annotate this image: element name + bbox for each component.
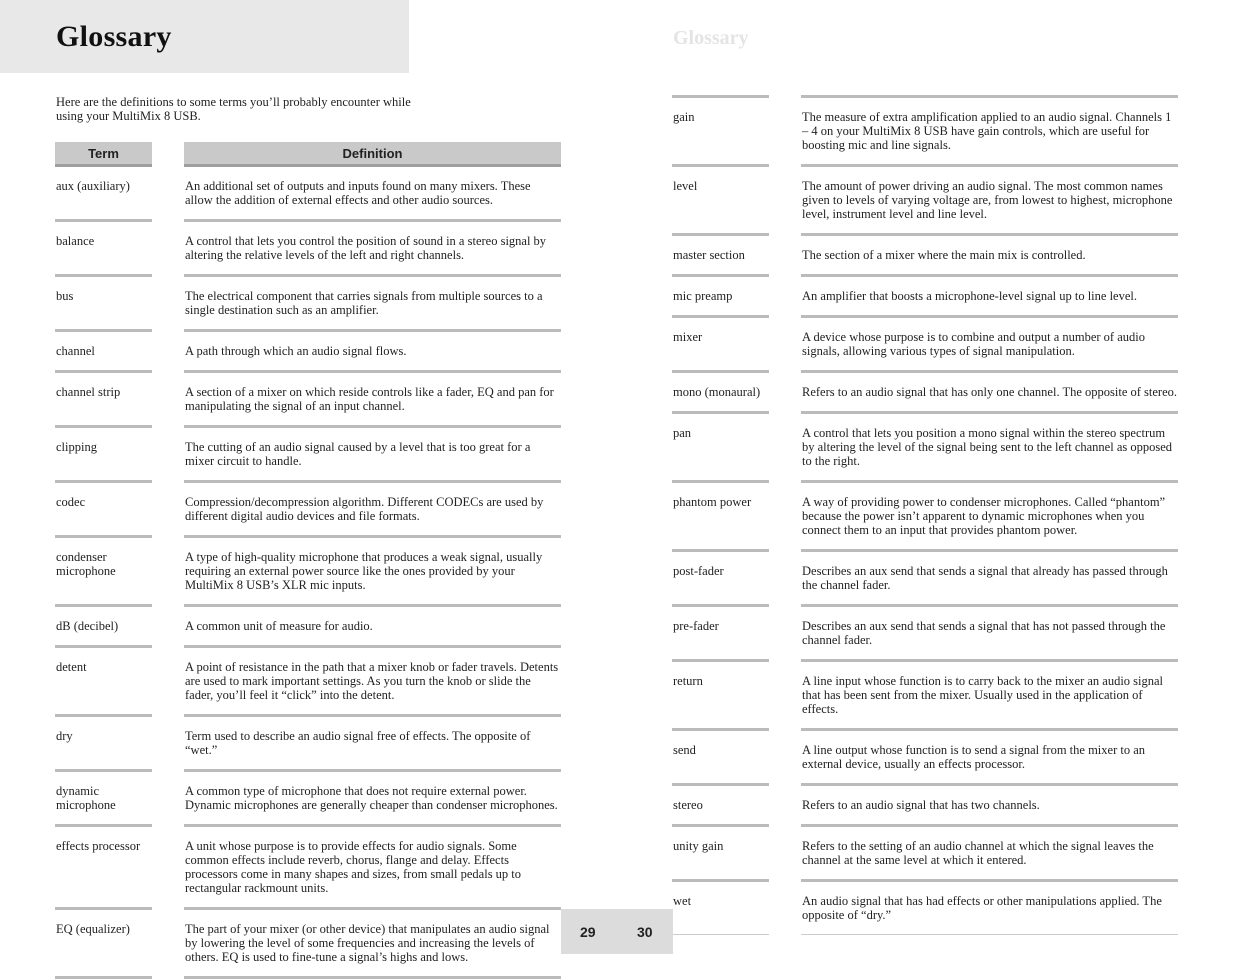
glossary-term: return xyxy=(672,659,769,728)
glossary-definition: A path through which an audio signal flows. xyxy=(184,332,561,373)
glossary-term: channel xyxy=(55,332,152,373)
glossary-term: EQ (equalizer) xyxy=(55,910,152,979)
glossary-term: mixer xyxy=(672,315,769,370)
glossary-term: aux (auxiliary) xyxy=(55,167,152,222)
glossary-definition: The amount of power driving an audio signal. The most common names given to levels of varying voltage are, from lowest to highest, microphone level, instrument level and line level. xyxy=(801,164,1178,233)
glossary-row xyxy=(672,879,1178,935)
glossary-row xyxy=(672,370,1178,411)
glossary-term: post-fader xyxy=(672,549,769,604)
glossary-table-left xyxy=(55,142,561,979)
definition-column-header: Definition xyxy=(184,142,561,167)
glossary-term: pre-fader xyxy=(672,604,769,659)
glossary-definition: A common unit of measure for audio. xyxy=(184,607,561,648)
glossary-definition: A line input whose function is to carry back to the mixer an audio signal that has been sent from the mixer. Usually used in the application of effects. xyxy=(801,659,1178,728)
glossary-term: detent xyxy=(55,648,152,717)
glossary-row xyxy=(672,480,1178,549)
page-number-left: 29 xyxy=(580,924,596,940)
glossary-row xyxy=(55,483,561,538)
glossary-definition: Compression/decompression algorithm. Different CODECs are used by different digital audio devices and file formats. xyxy=(184,483,561,538)
glossary-definition: An audio signal that has had effects or other manipulations applied. The opposite of “dry.” xyxy=(801,879,1178,935)
glossary-row xyxy=(672,315,1178,370)
glossary-definition: The measure of extra amplification applied to an audio signal. Channels 1 – 4 on your MultiMix 8 USB have gain controls, which are useful for boosting mic and line signals. xyxy=(801,95,1178,164)
page-number-right: 30 xyxy=(637,924,653,940)
glossary-term: pan xyxy=(672,411,769,480)
glossary-definition: The cutting of an audio signal caused by a level that is too great for a mixer circuit to handle. xyxy=(184,428,561,483)
glossary-term: codec xyxy=(55,483,152,538)
glossary-row xyxy=(55,222,561,277)
glossary-term: unity gain xyxy=(672,824,769,879)
glossary-definition: Term used to describe an audio signal free of effects. The opposite of “wet.” xyxy=(184,717,561,772)
glossary-definition: The section of a mixer where the main mix is controlled. xyxy=(801,233,1178,274)
glossary-row xyxy=(55,167,561,222)
glossary-definition: The electrical component that carries signals from multiple sources to a single destination such as an amplifier. xyxy=(184,277,561,332)
glossary-term: dry xyxy=(55,717,152,772)
glossary-row xyxy=(672,659,1178,728)
glossary-term: dynamic microphone xyxy=(55,772,152,827)
glossary-row xyxy=(672,95,1178,164)
glossary-definition: Describes an aux send that sends a signal that already has passed through the channel fader. xyxy=(801,549,1178,604)
glossary-row xyxy=(55,538,561,607)
glossary-row xyxy=(672,549,1178,604)
glossary-definition: A line output whose function is to send a signal from the mixer to an external device, usually an effects processor. xyxy=(801,728,1178,783)
glossary-term: mono (monaural) xyxy=(672,370,769,411)
glossary-definition: Describes an aux send that sends a signal that has not passed through the channel fader. xyxy=(801,604,1178,659)
glossary-term: mic preamp xyxy=(672,274,769,315)
glossary-row xyxy=(55,373,561,428)
page-number-box xyxy=(561,909,673,954)
glossary-term: master section xyxy=(672,233,769,274)
glossary-definition: A control that lets you control the position of sound in a stereo signal by altering the relative levels of the left and right channels. xyxy=(184,222,561,277)
glossary-definition: A common type of microphone that does not require external power. Dynamic microphones are generally cheaper than condenser microphones. xyxy=(184,772,561,827)
glossary-definition: Refers to the setting of an audio channel at which the signal leaves the channel at the same level at which it entered. xyxy=(801,824,1178,879)
glossary-row xyxy=(55,428,561,483)
glossary-term: phantom power xyxy=(672,480,769,549)
glossary-term: wet xyxy=(672,879,769,935)
glossary-row xyxy=(55,827,561,910)
glossary-row xyxy=(55,607,561,648)
glossary-definition: A unit whose purpose is to provide effects for audio signals. Some common effects include reverb, chorus, flange and delay. Effects processors come in many shapes and sizes, from small pedals up to rectangular rackmount units. xyxy=(184,827,561,910)
glossary-row xyxy=(55,910,561,979)
glossary-row xyxy=(672,824,1178,879)
glossary-row xyxy=(672,274,1178,315)
glossary-term: condenser microphone xyxy=(55,538,152,607)
glossary-definition: An additional set of outputs and inputs found on many mixers. These allow the addition of external effects and other audio sources. xyxy=(184,167,561,222)
glossary-row xyxy=(672,604,1178,659)
right-page-title: Glossary xyxy=(673,27,749,49)
glossary-definition: A control that lets you position a mono signal within the stereo spectrum by altering the level of the signal being sent to the left channel as opposed to the right. xyxy=(801,411,1178,480)
glossary-definition: A type of high-quality microphone that produces a weak signal, usually requiring an external power source like the ones provided by your MultiMix 8 USB’s XLR mic inputs. xyxy=(184,538,561,607)
glossary-term: dB (decibel) xyxy=(55,607,152,648)
page-title: Glossary xyxy=(56,20,172,53)
glossary-definition: A section of a mixer on which reside controls like a fader, EQ and pan for manipulating the signal of an input channel. xyxy=(184,373,561,428)
glossary-term: balance xyxy=(55,222,152,277)
glossary-definition: The part of your mixer (or other device) that manipulates an audio signal by lowering the level of some frequencies and increasing the levels of others. EQ is used to fine-tune a signal’s highs and lows. xyxy=(184,910,561,979)
glossary-row xyxy=(672,728,1178,783)
glossary-definition: A device whose purpose is to combine and output a number of audio signals, allowing various types of signal manipulation. xyxy=(801,315,1178,370)
glossary-row xyxy=(55,648,561,717)
left-rows xyxy=(55,167,561,979)
glossary-row xyxy=(672,411,1178,480)
glossary-definition: An amplifier that boosts a microphone-level signal up to line level. xyxy=(801,274,1178,315)
glossary-term: bus xyxy=(55,277,152,332)
glossary-definition: A point of resistance in the path that a mixer knob or fader travels. Detents are used to mark important settings. As you turn the knob or slide the fader, you’ll feel it “click” into the detent. xyxy=(184,648,561,717)
glossary-row xyxy=(672,233,1178,274)
glossary-row xyxy=(55,332,561,373)
glossary-term: gain xyxy=(672,95,769,164)
glossary-term: clipping xyxy=(55,428,152,483)
glossary-row xyxy=(672,164,1178,233)
glossary-term: send xyxy=(672,728,769,783)
glossary-definition: Refers to an audio signal that has only one channel. The opposite of stereo. xyxy=(801,370,1178,411)
glossary-term: channel strip xyxy=(55,373,152,428)
glossary-term: stereo xyxy=(672,783,769,824)
term-column-header: Term xyxy=(55,142,152,167)
glossary-term: level xyxy=(672,164,769,233)
glossary-row xyxy=(672,783,1178,824)
right-rows xyxy=(672,95,1178,935)
intro-text: Here are the definitions to some terms you’ll probably encounter while using your MultiMix 8 USB. xyxy=(56,95,411,123)
glossary-term: effects processor xyxy=(55,827,152,910)
glossary-row xyxy=(55,772,561,827)
glossary-table-right xyxy=(672,95,1178,935)
glossary-definition: Refers to an audio signal that has two channels. xyxy=(801,783,1178,824)
glossary-row xyxy=(55,717,561,772)
glossary-row xyxy=(55,277,561,332)
table-header xyxy=(55,142,561,167)
glossary-definition: A way of providing power to condenser microphones. Called “phantom” because the power isn’t apparent to dynamic microphones when you connect them to an input that provides phantom power. xyxy=(801,480,1178,549)
